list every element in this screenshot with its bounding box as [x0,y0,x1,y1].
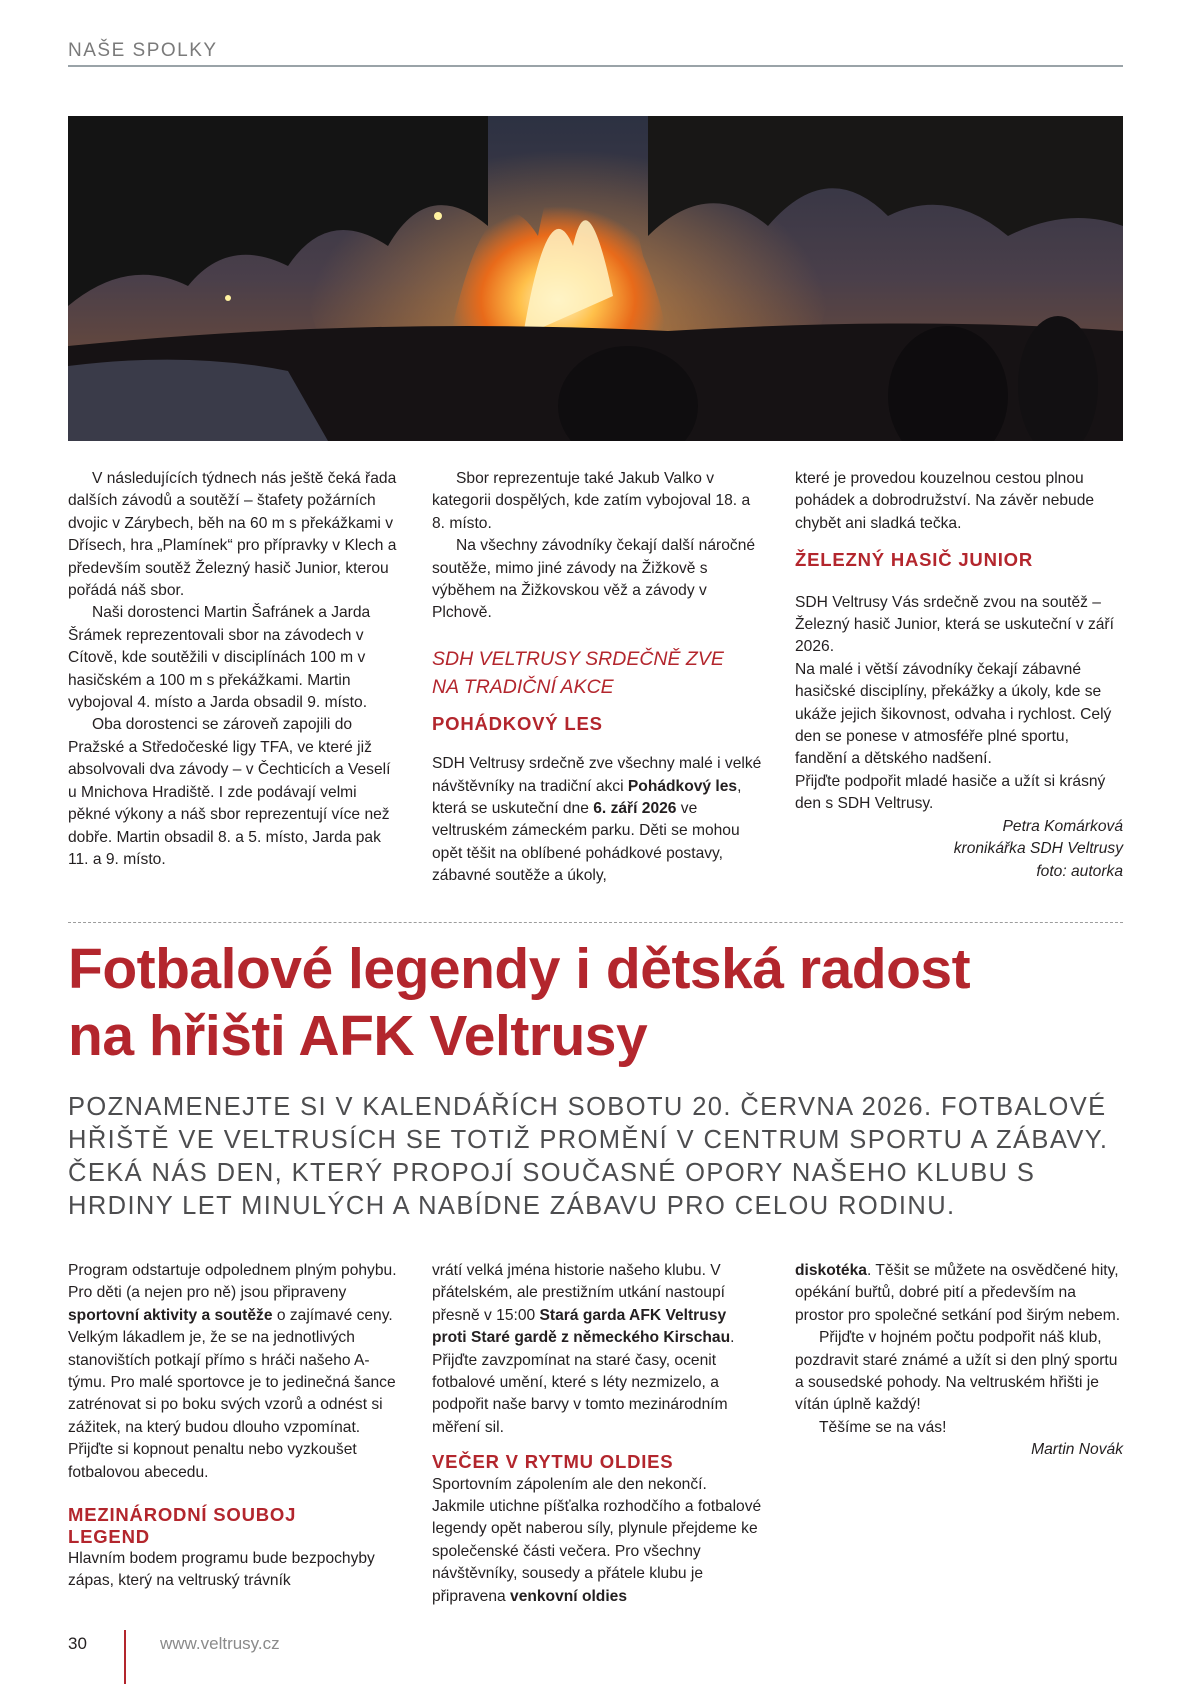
article1-col1 [68,468,398,871]
article2-col3 [795,1260,1123,1462]
article-divider [68,922,1123,923]
section-heading: MEZINÁRODNÍ SOUBOJ LEGEND [68,1504,297,1548]
section-heading: ŽELEZNÝ HASIČ JUNIOR [795,549,1034,571]
paragraph: které je provedou kouzelnou cestou plnou pohádek a dobrodružství. Na závěr nebude chybět ani sladká tečka. [795,470,1095,532]
article2-col2 [432,1260,762,1608]
paragraph: Oba dorostenci se zároveň zapojili do Pražské a Středočeské ligy TFA, ve které již absolvovali dva závody – v Čechticích a Veselí u Mnichova Hradiště. I zde podávají velmi pěkné výkony a náš sbor reprezentují více než dobře. Martin obsadil 8. a 5. místo, Jarda pak 11. a 9. místo. [68,716,391,868]
photo-credit: foto: autorka [1036,862,1123,880]
paragraph: SDH Veltrusy srdečně zve všechny malé i velké návštěvníky na tradiční akci Pohádkový les, která se uskuteční dne 6. září 2026 ve veltruském zámeckém parku. Děti se mohou opět těšit na oblíbené pohádkové postavy, zábavné soutěže a úkoly, [432,755,762,885]
paragraph: SDH Veltrusy Vás srdečně zvou na soutěž – Železný hasič Junior, která se uskuteční v září 2026. [795,593,1114,656]
article1-col2 [432,468,762,888]
paragraph: diskotéka. Těšit se můžete na osvědčené hity, opékání buřtů, dobré pití a především na prostor pro společné setkání pod širým nebem. [795,1262,1121,1324]
paragraph: Program odstartuje odpolednem plným pohybu. Pro děti (a nejen pro ně) jsou připraveny sportovní aktivity a soutěže o zajímavé ceny. Velkým lákadlem je, že se na jednotlivých stanovištích potkají přímo s hráči našeho A-týmu. Pro malé sportovce je to jedinečná šance zatrénovat si po boku svých vzorů a odnést si zážitek, na který budou dlouho vzpomínat. Přijďte si kopnout penaltu nebo vyzkoušet fotbalovou abecedu. [68,1262,397,1481]
article2-col1 [68,1260,398,1593]
section-label: NAŠE SPOLKY [68,40,218,61]
paragraph: Sbor reprezentuje také Jakub Valko v kategorii dospělých, kde zatím vybojoval 18. a 8. místo. [432,470,751,532]
signature: Petra Komárková [1002,817,1123,835]
paragraph: Na malé i větší závodníky čekají zábavné hasičské disciplíny, překážky a úkoly, kde se ukáže jejich šikovnost, odvaha i rychlost. Celý den se ponese v atmosféře plné sportu, fandění a dětského nadšení. [795,660,1112,768]
paragraph: V následujících týdnech nás ještě čeká řada dalších závodů a soutěží – štafety požárních dvojic v Zárybech, běh na 60 m s překážkami v Dřísech, hra „Plamínek“ pro přípravky v Klech a především soutěž Železný hasič Junior, kterou pořádá náš sbor. [68,470,397,600]
paragraph: Sportovním zápolením ale den nekončí. Jakmile utichne píšťalka rozhodčího a fotbalové legendy opět naberou síly, plynule přejdeme ke společenské části večera. Pro všechny návštěvníky, sousedy a přátele klubu je připravena venkovní oldies [432,1475,762,1605]
section-heading: VEČER V RYTMU OLDIES [432,1451,674,1473]
paragraph: Na všechny závodníky čekají další náročné soutěže, mimo jiné závody na Žižkově s výběhem na Žižkovskou věž a závody v Plchově. [432,537,756,622]
paragraph: Přijďte v hojném počtu podpořit náš klub, pozdravit staré známé a užít si den plný sportu a sousedské pohody. Na veltruském hřišti je vítán úplně každý! [795,1329,1118,1414]
section-heading: POHÁDKOVÝ LES [432,712,603,734]
footer-divider [124,1630,126,1684]
subheading-line: NA TRADIČNÍ AKCE [432,675,614,698]
website-link[interactable]: www.veltrusy.cz [160,1634,280,1653]
article-headline: Fotbalové legendy i dětská radost na hřišti AFK Veltrusy [68,937,971,1068]
article1-col3 [795,468,1123,883]
article-lead: POZNAMENEJTE SI V KALENDÁŘÍCH SOBOTU 20. ČERVNA 2026. FOTBALOVÉ HŘIŠTĚ VE VELTRUSÍCH SE TOTIŽ PROMĚNÍ V CENTRUM SPORTU A ZÁBAVY. ČEKÁ NÁS DEN, KTERÝ PROPOJÍ SOUČASNÉ OPORY NAŠEHO KLUBU S HRDINY LET MINULÝCH A NABÍDNE ZÁBAVU PRO CELOU RODINU. [68,1093,1109,1220]
subheading-line: SDH VELTRUSY SRDEČNĚ ZVE [432,647,724,670]
paragraph: Těšíme se na vás! [819,1418,947,1436]
bonfire-photo [68,116,1123,441]
header-rule [68,65,1123,67]
signature: Martin Novák [1031,1441,1123,1459]
paragraph: Naši dorostenci Martin Šafránek a Jarda Šrámek reprezentovali sbor na závodech v Cítově, kde soutěžili v disciplínách 100 m v hasičském a 100 m s překážkami. Martin vybojoval 4. místo a Jarda obsadil 9. místo. [68,604,371,712]
paragraph: vrátí velká jména historie našeho klubu. V přátelském, ale prestižním utkání nastoupí přesně v 15:00 Stará garda AFK Veltrusy proti Staré gardě z německého Kirschau. Přijďte zavzpomínat na staré časy, ocenit fotbalové umění, které s léty nezmizelo, a podpořit naše barvy v tomto mezinárodním měření sil. [432,1262,735,1436]
page-number: 30 [68,1634,87,1653]
signature-role: kronikářka SDH Veltrusy [953,840,1123,858]
paragraph: Přijďte podpořit mladé hasiče a užít si krásný den s SDH Veltrusy. [795,772,1106,813]
paragraph: Hlavním bodem programu bude bezpochyby zápas, který na veltruský trávník [68,1550,375,1590]
